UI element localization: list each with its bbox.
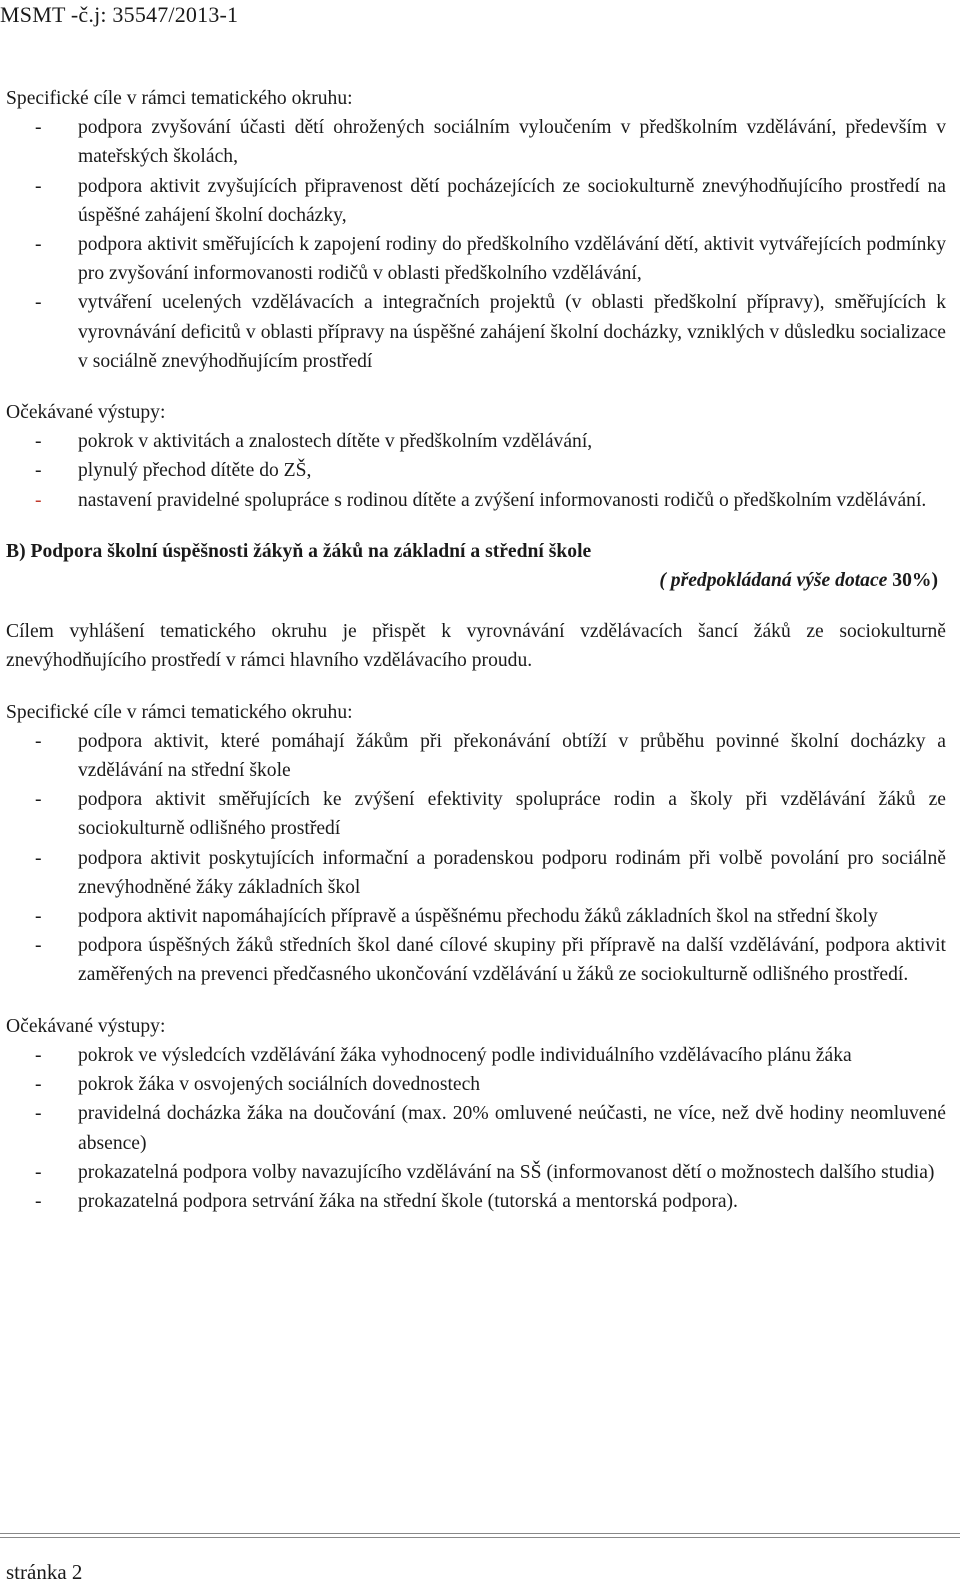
dash-bullet: - xyxy=(35,117,42,139)
list-item: - pravidelná docházka žáka na doučování (max. 20% omluvené neúčasti, ne více, než dvě hodiny neomluvené absence) xyxy=(6,1099,946,1157)
dash-bullet: - xyxy=(35,292,42,314)
list-item: - podpora aktivit zvyšujících připravenost dětí pocházejících ze sociokulturně znevýhodňujícího prostředí na úspěšné zahájení školní docházky, xyxy=(6,172,946,230)
dash-bullet: - xyxy=(35,906,42,928)
section-b-intro: Cílem vyhlášení tematického okruhu je přispět k vyrovnávání vzdělávacích šancí žáků ze sociokulturně znevýhodňujícího prostředí v rámci hlavního vzdělávacího proudu. xyxy=(6,621,946,672)
list-item: - podpora aktivit směřujících k zapojení rodiny do předškolního vzdělávání dětí, aktivit vytvářejících podmínky pro zvyšování informovanosti rodičů v oblasti předškolního vzdělávání, xyxy=(6,230,946,288)
footer-divider xyxy=(0,1537,960,1538)
list-item: - vytváření ucelených vzdělávacích a integračních projektů (v oblasti předškolní přípravy), směřujících k vyrovnávání deficitů v oblasti přípravy na úspěšné zahájení školní docházky, vzniklých v důsledku socializace v sociálně znevýhodňujícím prostředí xyxy=(6,288,946,376)
list-item: - podpora zvyšování účasti dětí ohrožených sociálním vyloučením v předškolním vzdělávání, především v mateřských školách, xyxy=(6,113,946,171)
dash-bullet: - xyxy=(35,1190,42,1212)
dash-bullet: - xyxy=(35,489,42,511)
specific-goals-list-a xyxy=(6,113,946,376)
list-item: - podpora aktivit, které pomáhají žákům při překonávání obtíží v průběhu povinné školní docházky a vzdělávání na střední škole xyxy=(6,727,946,785)
list-item: - prokazatelná podpora setrvání žáka na střední škole (tutorská a mentorská podpora). xyxy=(6,1187,946,1216)
dash-bullet: - xyxy=(35,460,42,482)
document-reference: MSMT -č.j: 35547/2013-1 xyxy=(0,2,239,27)
dash-bullet: - xyxy=(35,1161,42,1183)
dash-bullet: - xyxy=(35,175,42,197)
subsidy-percent: 30% xyxy=(892,570,932,592)
expected-outputs-list-b xyxy=(6,1041,946,1216)
list-item: - plynulý přechod dítěte do ZŠ, xyxy=(6,456,946,485)
list-item: - podpora aktivit poskytujících informační a poradenskou podporu rodinám při volbě povolání pro sociálně znevýhodněné žáky základních škol xyxy=(6,844,946,902)
list-item: - pokrok v aktivitách a znalostech dítěte v předškolním vzdělávání, xyxy=(6,427,946,456)
specific-goals-list-b xyxy=(6,727,946,990)
dash-bullet: - xyxy=(35,1074,42,1096)
list-item: - podpora aktivit napomáhajících přípravě a úspěšnému přechodu žáků základních škol na střední školy xyxy=(6,902,946,931)
footer-divider xyxy=(0,1533,960,1534)
dash-bullet: - xyxy=(35,1103,42,1125)
dash-bullet: - xyxy=(35,935,42,957)
expected-outputs-label-a: Očekávané výstupy: xyxy=(6,402,166,424)
specific-goals-label-a: Specifické cíle v rámci tematického okruhu: xyxy=(6,88,353,109)
subsidy-note: ( předpokládaná výše dotace 30%) xyxy=(659,570,938,592)
list-item: - prokazatelná podpora volby navazujícího vzdělávání na SŠ (informovanost dětí o možnostech dalšího studia) xyxy=(6,1158,946,1187)
list-item: - pokrok žáka v osvojených sociálních dovednostech xyxy=(6,1070,946,1099)
dash-bullet: - xyxy=(35,1044,42,1066)
dash-bullet: - xyxy=(35,730,42,752)
specific-goals-label-b: Specifické cíle v rámci tematického okruhu: xyxy=(6,701,353,723)
expected-outputs-list-a xyxy=(6,427,946,515)
page-number: stránka 2 xyxy=(6,1560,83,1584)
dash-bullet: - xyxy=(35,847,42,869)
dash-bullet: - xyxy=(35,234,42,256)
document-body xyxy=(6,84,946,1216)
list-item: - podpora úspěšných žáků středních škol dané cílové skupiny při přípravě na další vzdělávání, podpora aktivit zaměřených na prevenci předčasného ukončování vzdělávání u žáků ze sociokulturně odlišného prostředí. xyxy=(6,931,946,989)
expected-outputs-label-b: Očekávané výstupy: xyxy=(6,1015,166,1037)
list-item: - podpora aktivit směřujících ke zvýšení efektivity spolupráce rodin a školy při vzdělávání žáků ze sociokulturně odlišného prostředí xyxy=(6,785,946,843)
dash-bullet: - xyxy=(35,789,42,811)
dash-bullet: - xyxy=(35,431,42,453)
list-item: - nastavení pravidelné spolupráce s rodinou dítěte a zvýšení informovanosti rodičů o předškolním vzdělávání. xyxy=(6,486,946,515)
list-item: - pokrok ve výsledcích vzdělávání žáka vyhodnocený podle individuálního vzdělávacího plánu žáka xyxy=(6,1041,946,1070)
section-b-title: B) Podpora školní úspěšnosti žákyň a žáků na základní a střední škole xyxy=(6,540,592,562)
